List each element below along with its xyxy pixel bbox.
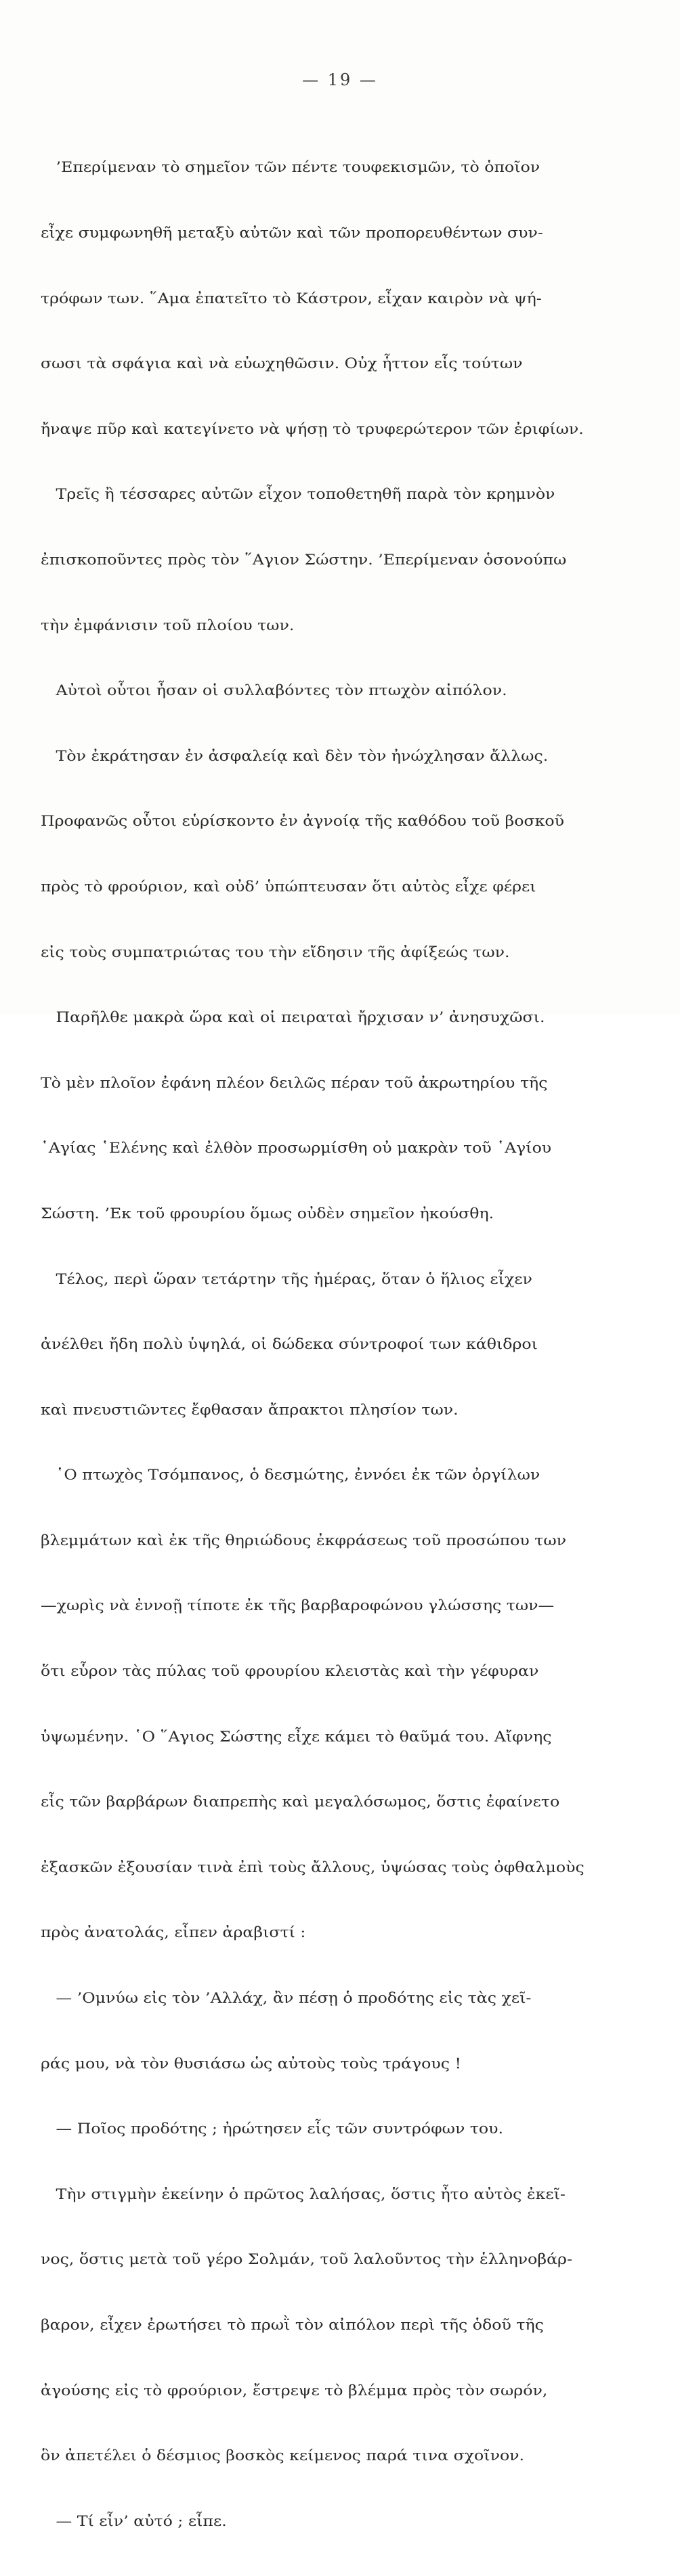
text-line: εἰς τοὺς συμπατριώτας του τὴν εἴδησιν τῆς ἀφίξεώς των.	[41, 943, 510, 961]
text-line: ἀνέλθει ἤδη πολὺ ὑψηλά, οἱ δώδεκα σύντροφοί των κάθιδροι	[41, 1336, 538, 1354]
text-line: — Τί εἶν’ αὐτό ; εἶπε.	[41, 2512, 227, 2530]
text-line: ἤναψε πῦρ καὶ κατεγίνετο νὰ ψήσῃ τὸ τρυφερώτερον τῶν ἐριφίων.	[41, 420, 584, 438]
text-line: — Ποῖος προδότης ; ἠρώτησεν εἷς τῶν συντρόφων του.	[41, 2120, 504, 2138]
text-line: ῾Ο πτωχὸς Τσόμπανος, ὁ δεσμώτης, ἐννόει ἐκ τῶν ὀργίλων	[41, 1467, 540, 1484]
text-line: τρόφων των. ῞Αμα ἐπατεῖτο τὸ Κάστρον, εἶχαν καιρὸν νὰ ψή-	[41, 290, 542, 307]
text-line: — ’Ομνύω εἰς τὸν ’Αλλάχ, ἂν πέσῃ ὁ προδότης εἰς τὰς χεῖ-	[41, 1990, 532, 2007]
text-line: Τρεῖς ἢ τέσσαρες αὐτῶν εἶχον τοποθετηθῆ παρὰ τὸν κρημνὸν	[41, 486, 555, 504]
text-line: ὃν ἀπετέλει ὁ δέσμιος βοσκὸς κείμενος παρά τινα σχοῖνον.	[41, 2447, 525, 2465]
text-line: Τὸ μὲν πλοῖον ἐφάνη πλέον δειλῶς πέραν τοῦ ἀκρωτηρίου τῆς	[41, 1074, 548, 1092]
page-number: — 19 —	[302, 70, 378, 89]
text-line: βαρον, εἶχεν ἐρωτήσει τὸ πρωῒ τὸν αἰπόλον περὶ τῆς ὁδοῦ τῆς	[41, 2317, 544, 2334]
text-line: ἐπισκοποῦντες πρὸς τὸν ῞Αγιον Σώστην. ’Επερίμεναν ὁσονούπω	[41, 551, 567, 569]
text-line: —χωρὶς νὰ ἐννοῇ τίποτε ἐκ τῆς βαρβαροφώνου γλώσσης των—	[41, 1597, 555, 1615]
text-line: σωσι τὰ σφάγια καὶ νὰ εὐωχηθῶσιν. Οὐχ ἧττον εἷς τούτων	[41, 355, 523, 373]
body-text	[41, 114, 607, 2576]
text-line: πρὸς τὸ φρούριον, καὶ οὐδ’ ὑπώπτευσαν ὅτι αὐτὸς εἶχε φέρει	[41, 878, 536, 895]
text-line: Τέλος, περὶ ὥραν τετάρτην τῆς ἡμέρας, ὅταν ὁ ἥλιος εἶχεν	[41, 1270, 532, 1288]
text-line: Σώστη. ’Εκ τοῦ φρουρίου ὅμως οὐδὲν σημεῖον ἠκούσθη.	[41, 1205, 494, 1222]
text-line: τὴν ἐμφάνισιν τοῦ πλοίου των.	[41, 617, 295, 634]
text-line: ἀγούσης εἰς τὸ φρούριον, ἔστρεψε τὸ βλέμμα πρὸς τὸν σωρόν,	[41, 2382, 548, 2399]
text-line: ἐξασκῶν ἐξουσίαν τινὰ ἐπὶ τοὺς ἄλλους, ὑψώσας τοὺς ὀφθαλμοὺς	[41, 1859, 585, 1876]
text-line: εἷς τῶν βαρβάρων διαπρεπὴς καὶ μεγαλόσωμος, ὅστις ἐφαίνετο	[41, 1794, 560, 1811]
text-line: καὶ πνευστιῶντες ἔφθασαν ἄπρακτοι πλησίον των.	[41, 1401, 459, 1419]
text-line: πρὸς ἀνατολάς, εἶπεν ἀραβιστί :	[41, 1924, 306, 1942]
text-line: Παρῆλθε μακρὰ ὥρα καὶ οἱ πειραταὶ ἤρχισαν ν’ ἀνησυχῶσι.	[41, 1009, 545, 1027]
text-line: ὑψωμένην. ῾Ο ῞Αγιος Σώστης εἶχε κάμει τὸ θαῦμά του. Αἴφνης	[41, 1728, 552, 1746]
text-line: Προφανῶς οὗτοι εὑρίσκοντο ἐν ἀγνοίᾳ τῆς καθόδου τοῦ βοσκοῦ	[41, 813, 564, 830]
text-line: Αὐτοὶ οὗτοι ἦσαν οἱ συλλαβόντες τὸν πτωχὸν αἰπόλον.	[41, 682, 507, 700]
text-line: Τὴν στιγμὴν ἐκείνην ὁ πρῶτος λαλήσας, ὅστις ἦτο αὐτὸς ἐκεῖ-	[41, 2185, 566, 2203]
text-line: βλεμμάτων καὶ ἐκ τῆς θηριώδους ἐκφράσεως τοῦ προσώπου των	[41, 1532, 567, 1549]
text-line: ράς μου, νὰ τὸν θυσιάσω ὡς αὐτοὺς τοὺς τράγους !	[41, 2055, 462, 2072]
text-line: ὅτι εὗρον τὰς πύλας τοῦ φρουρίου κλειστὰς καὶ τὴν γέφυραν	[41, 1663, 539, 1681]
text-line: ’Επερίμεναν τὸ σημεῖον τῶν πέντε τουφεκισμῶν, τὸ ὁποῖον	[41, 159, 540, 177]
text-line: νος, ὅστις μετὰ τοῦ γέρο Σολμάν, τοῦ λαλοῦντος τὴν ἑλληνοβάρ-	[41, 2251, 572, 2269]
text-line: εἶχε συμφωνηθῆ μεταξὺ αὐτῶν καὶ τῶν προπορευθέντων συν-	[41, 225, 543, 242]
text-line: Τὸν ἐκράτησαν ἐν ἀσφαλείᾳ καὶ δὲν τὸν ἠνώχλησαν ἄλλως.	[41, 747, 549, 765]
text-line: ῾Αγίας ῾Ελένης καὶ ἐλθὸν προσωρμίσθη οὐ μακρὰν τοῦ ῾Αγίου	[41, 1140, 552, 1157]
